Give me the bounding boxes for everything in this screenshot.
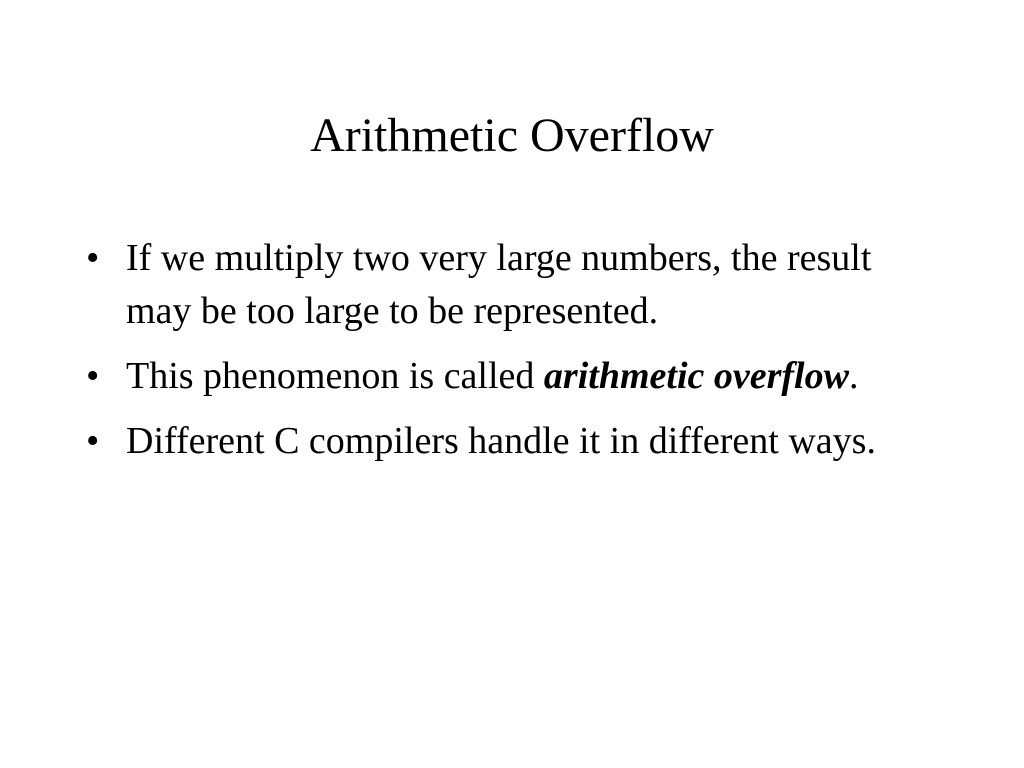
bullet-item [86,415,936,468]
slide-title: Arithmetic Overflow [310,109,714,162]
bullet-marker: • [86,420,100,462]
bullet-text: Different C compilers handle it in different ways. [126,420,876,462]
bullet-marker: • [86,355,100,397]
bullet-item [86,350,936,403]
bullet-text-end: . [848,355,859,397]
bullet-text: This phenomenon is called [126,355,544,397]
bullet-text: If we multiply two very large numbers, the result may be too large to be represented. [126,237,872,332]
bullet-marker: • [86,237,100,279]
bullet-list [86,232,936,480]
emphasized-term: arithmetic overflow [543,355,849,397]
bullet-item [86,232,936,338]
